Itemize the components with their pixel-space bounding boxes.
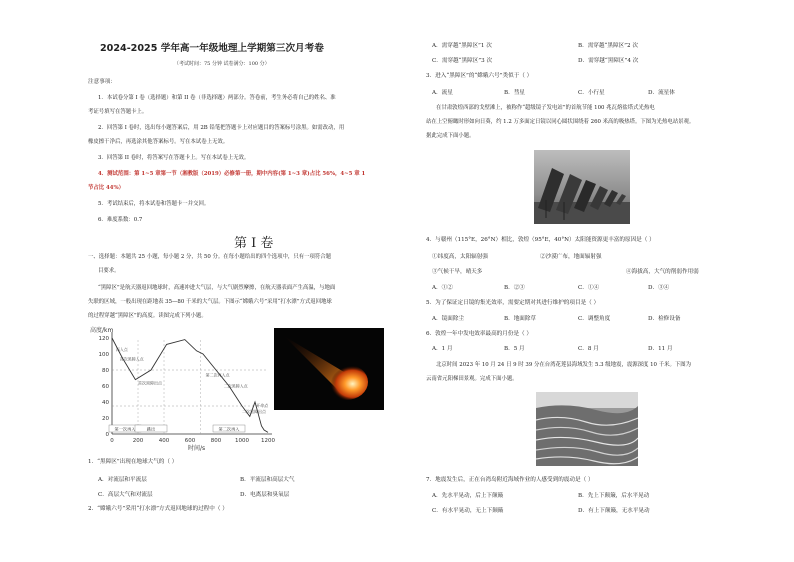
q6-option-c[interactable]: C．8 月 <box>578 346 599 352</box>
passage1-l3: 的过程穿越“黑障区”的高度。读图完成下列小题。 <box>88 313 207 319</box>
q6-option-d[interactable]: D．11 月 <box>648 346 673 352</box>
q4-stem: 4．与赣州（115°E，26°N）相比，敦煌（95°E，40°N）太阳能资源更丰富的原因是（ ） <box>426 237 655 243</box>
passage1-l1: “黑障区”是航天器返回地球时，高速冲进大气层，与大气剧烈摩擦，在航天器表面产生高温，与地面 <box>98 285 336 291</box>
passage2-l2: 在甘肃敦煌西部的戈壁滩上，被称作“超级镜子发电站”的首航节能 100 兆瓦熔盐塔式光热电 <box>436 105 655 111</box>
section-title: 第 I 卷 <box>234 236 274 251</box>
chart-x-tick-3: 600 <box>184 438 196 444</box>
q4-item-1: ①纬度高，太阳辐射强 <box>432 254 488 260</box>
left-column <box>88 0 394 562</box>
chart-axes <box>112 332 272 434</box>
q2-option-a[interactable]: A．需穿越“黑障区”1 次 <box>432 43 492 49</box>
q7-option-a[interactable]: A．先水平晃动，后上下颠簸 <box>432 493 504 499</box>
q3-option-d[interactable]: D．流星体 <box>648 90 675 96</box>
q2-option-c[interactable]: C．需穿越“黑障区”3 次 <box>432 58 493 64</box>
solar-plant-photo <box>534 150 630 224</box>
q4-item-2: ②沙漠广布，地面辐射强 <box>540 254 602 260</box>
note-5: 5．考试结束后，将本试卷和答题卡一并交回。 <box>98 201 210 207</box>
right-column <box>426 0 702 562</box>
note-4b: 节占比 44%） <box>88 185 125 191</box>
q4-option-b[interactable]: B．②③ <box>504 285 525 291</box>
rice-terrace-icon <box>536 392 638 466</box>
chart-ylabel: 高度/km <box>90 327 114 334</box>
q7-option-d[interactable]: D．有上下颠簸，无水平晃动 <box>578 508 650 514</box>
q5-stem: 5．为了保证定日镜的集光效率，需要定期对其进行维护的项目是（ ） <box>426 300 600 306</box>
chart-x-tick-1: 200 <box>132 438 144 444</box>
chart-annotation-0: 再入点 <box>115 346 128 352</box>
q5-option-a[interactable]: A．镜面除尘 <box>432 316 465 322</box>
note-1a: 1．本试卷分第 I 卷（选择题）和第 II 卷（非选择题）两部分。答卷前，考生务必将自己的姓名、准 <box>98 95 336 101</box>
chart-annotation-1: 首次黑障入点 <box>119 356 144 362</box>
q7-option-b[interactable]: B．先上下颠簸，后水平晃动 <box>578 493 650 499</box>
section-intro-b: 目要求。 <box>98 268 120 274</box>
q3-option-b[interactable]: B．彗星 <box>504 90 525 96</box>
chart-y-tick-1: 20 <box>102 416 109 422</box>
note-4a: 4．测试范围：第 1~5 章第一节（湘教版（2019）必修第一册，期中内容(第 1~3 章)占比 56%，4~5 章 1 <box>98 171 366 177</box>
chart-y-tick-2: 40 <box>102 400 109 406</box>
passage2-l4: 据此完成下面小题。 <box>426 133 475 139</box>
q5-option-c[interactable]: C．调整角度 <box>578 316 611 322</box>
passage2-l3: 站在上空俯瞰时形如向日葵，约 1.2 万多面定日镜以同心圆状围绕着 260 米高的吸热塔。下图为光热电站景观。 <box>426 119 695 125</box>
chart-x-tick-2: 400 <box>158 438 170 444</box>
note-2b: 橡皮擦干净后，再选涂其他答案标号。写在本试卷上无效。 <box>88 139 229 145</box>
chart-annotation-3: 第二次再入点 <box>205 372 230 378</box>
chart-phase-label-1: 跳出 <box>146 426 156 432</box>
passage3-l2: 云南省元阳梯田景观。完成下面小题。 <box>426 376 518 382</box>
q7-stem: 7．地震发生后，正在台湾岛附近海域作业的人感受到的震动是（ ） <box>426 477 594 483</box>
chart-y-tick-5: 100 <box>98 352 109 358</box>
chart-phase-label-2: 第二次再入 <box>218 426 240 432</box>
chart-xlabel: 时间/s <box>188 445 206 452</box>
terrace-photo <box>536 392 638 466</box>
chart-phase-labels <box>109 425 245 433</box>
q7-option-c[interactable]: C．有水平晃动，无上下颠簸 <box>432 508 504 514</box>
q5-option-d[interactable]: D．检修设备 <box>648 316 681 322</box>
exam-title: 2024-2025 学年高一年级地理上学期第三次月考卷 <box>100 43 324 54</box>
q1-option-a[interactable]: A．对流层和平流层 <box>98 477 147 483</box>
heliostat-mirror-icon <box>534 150 630 224</box>
chart-annotation-4: 二次黑障入点 <box>223 383 248 389</box>
q3-option-a[interactable]: A．流星 <box>432 90 453 96</box>
q2-stem: 2．“嫦娥六号”采用“打水漂”方式返回地球的过程中（ ） <box>88 506 228 512</box>
q4-option-a[interactable]: A．①② <box>432 285 453 291</box>
q5-option-b[interactable]: B．地面除草 <box>504 316 537 322</box>
chart-x-tick-4: 800 <box>210 438 222 444</box>
q2-option-b[interactable]: B．需穿越“黑障区”2 次 <box>578 43 638 49</box>
chart-y-tick-4: 80 <box>102 368 109 374</box>
chart-phase-label-0: 第一次再入 <box>114 426 136 432</box>
q4-item-3: ③气候干旱，晴天多 <box>432 269 483 275</box>
chart-x-tick-6: 1200 <box>261 438 275 444</box>
q6-option-a[interactable]: A．1 月 <box>432 346 453 352</box>
chart-annotation-2: 首次黑障出点 <box>138 380 162 386</box>
q3-option-c[interactable]: C．小行星 <box>578 90 605 96</box>
q1-option-d[interactable]: D．电离层和臭氧层 <box>240 492 290 498</box>
chart-annotation-6: 开伞点 <box>256 402 269 408</box>
q1-stem: 1．“黑障区”出现在地球大气的（ ） <box>88 459 178 465</box>
passage3-l1: 北京时间 2023 年 10 月 24 日 9 时 39 分在台湾花莲县海域发生 5.3 级地震，震源深度 10 千米。下图为 <box>436 362 692 368</box>
q6-stem: 6．敦煌一年中发电效率最高的月份是（ ） <box>426 331 533 337</box>
note-2a: 2．回答第 I 卷时，选出每小题答案后，用 2B 铅笔把答题卡上对应题目的答案标号涂黑。如需改动，用 <box>98 125 345 131</box>
reentry-photo <box>274 328 384 410</box>
passage1-l2: 失联的区域，一般出现在距地表 35—80 千米的大气层。下图示“嫦娥六号”采用“打水漂”方式返回地球 <box>88 299 332 305</box>
q4-option-d[interactable]: D．③④ <box>648 285 670 291</box>
notes-heading: 注意事项： <box>88 79 116 85</box>
chart-y-tick-6: 120 <box>98 336 109 342</box>
q4-item-4: ④海拔高，大气的削弱作用弱 <box>626 269 699 275</box>
q1-option-b[interactable]: B．平流层和高层大气 <box>240 477 295 483</box>
altitude-chart <box>90 322 280 452</box>
section-intro-a: 一、选择题：本题共 25 小题，每小题 2 分，共 50 分。在每小题给出的四个选项中，只有一项符合题 <box>88 254 332 260</box>
chart-annotations <box>116 346 269 414</box>
reentry-fireball-icon <box>274 328 384 410</box>
note-6: 6．难度系数：0.7 <box>98 217 143 223</box>
q1-option-c[interactable]: C．高层大气和对流层 <box>98 492 153 498</box>
note-1b: 考证号填写在答题卡上。 <box>88 109 148 115</box>
q2-option-d[interactable]: D．需穿越“黑障区”4 次 <box>578 58 639 64</box>
chart-annotation-5: 二次黑障出点 <box>242 409 266 415</box>
chart-x-tick-0: 0 <box>110 438 114 444</box>
q4-option-c[interactable]: C．①④ <box>578 285 600 291</box>
exam-meta: （考试时间：75 分钟 试卷满分：100 分） <box>174 61 270 67</box>
q6-option-b[interactable]: B．5 月 <box>504 346 525 352</box>
note-3: 3．回答第 II 卷时，将答案写在答题卡上。写在本试卷上无效。 <box>98 155 250 161</box>
chart-y-tick-0: 0 <box>105 432 109 438</box>
chart-y-tick-3: 60 <box>102 384 109 390</box>
q3-stem: 3．进入“黑障区”的“嫦娥六号”类似于（ ） <box>426 73 533 79</box>
chart-x-tick-5: 1000 <box>235 438 249 444</box>
